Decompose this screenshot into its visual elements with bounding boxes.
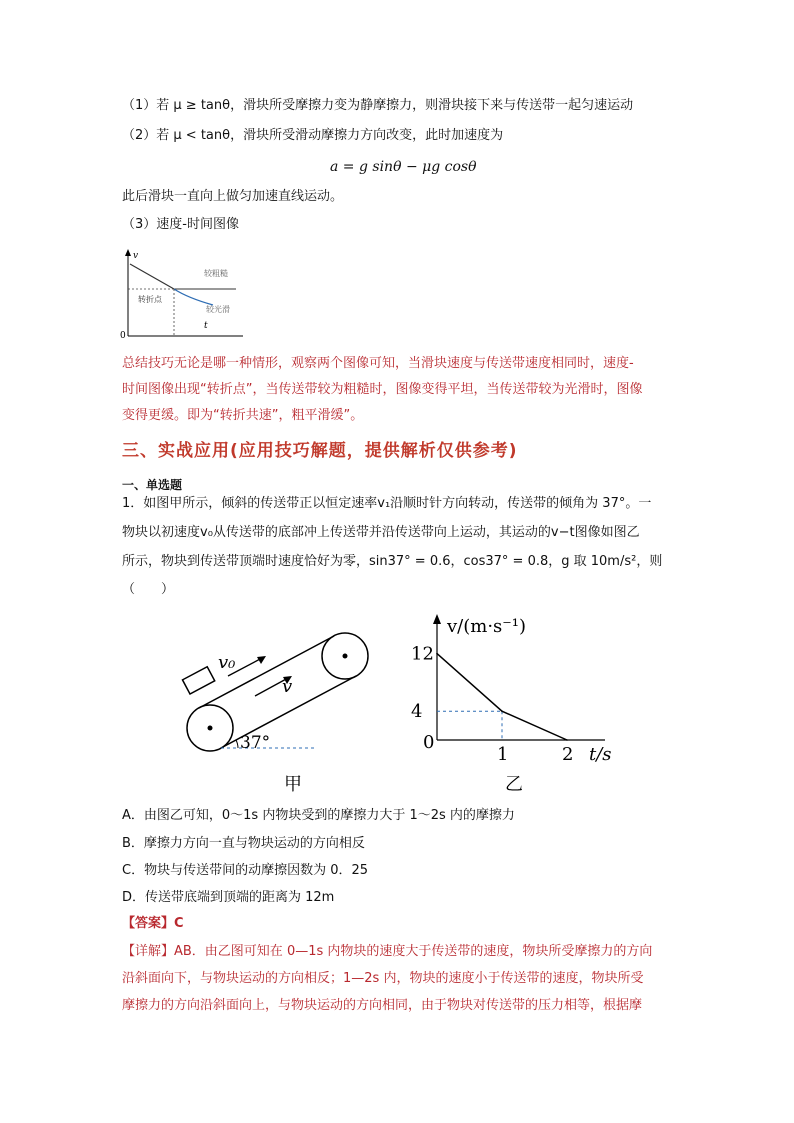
bottom-pulley-axle — [208, 726, 213, 731]
vt-point-0 — [436, 653, 438, 655]
small-graph-label-turn: 转折点 — [138, 295, 162, 304]
summary-line-4: （3）速度-时间图像 — [122, 217, 239, 232]
small-graph-t-label: t — [204, 321, 208, 331]
angle-arc — [236, 740, 238, 748]
summary-line-1: （1）若 μ ≥ tanθ，滑块所受摩擦力变为静摩擦力，则滑块接下来与传送带一起匀速运动 — [122, 98, 634, 113]
explanation-line-1: 【详解】AB．由乙图可知在 0—1s 内物块的速度大于传送带的速度，物块所受摩擦力的方向 — [122, 944, 653, 959]
acceleration-formula: a = g sinθ − μg cosθ — [330, 159, 477, 175]
question-line-2: 物块以初速度v₀从传送带的底部冲上传送带并沿传送带向上运动，其运动的v−t图像如图乙 — [122, 525, 640, 540]
belt-v-label: v — [282, 676, 293, 697]
x-axis-label: t/s — [589, 744, 612, 765]
figure-jia-conveyor — [180, 620, 380, 800]
v0-label: v₀ — [218, 652, 236, 673]
figure-yi-caption: 乙 — [505, 774, 523, 795]
small-graph-v-arrow — [125, 249, 131, 256]
vt-point-1 — [501, 710, 503, 712]
small-vt-graph — [118, 246, 248, 342]
summary-line-2: （2）若 μ < tanθ，滑块所受滑动摩擦力方向改变，此时加速度为 — [122, 128, 504, 143]
small-graph-v-label: v — [133, 251, 139, 261]
y-axis-label: v/(m·s⁻¹) — [447, 616, 527, 637]
small-graph-smooth-curve — [174, 289, 213, 305]
small-graph-origin-label: 0 — [120, 331, 126, 341]
option-c: C．物块与传送带间的动摩擦因数为 0．25 — [122, 863, 369, 878]
option-b: B．摩擦力方向一直与物块运动的方向相反 — [122, 836, 365, 851]
x-tick-label-1: 1 — [497, 744, 509, 765]
small-graph-label-top: 较粗糙 — [204, 269, 228, 278]
figure-jia-caption: 甲 — [284, 774, 302, 795]
question-type: 一、单选题 — [122, 478, 183, 492]
vt-series-line — [437, 654, 567, 740]
question-line-4: （ ） — [122, 582, 175, 597]
origin-label: 0 — [423, 732, 435, 753]
tip-line-1: 总结技巧无论是哪一种情形，观察两个图像可知，当滑块速度与传送带速度相同时，速度- — [122, 356, 634, 371]
section-title: 三、实战应用(应用技巧解题，提供解析仅供参考) — [122, 441, 518, 461]
explanation-line-2: 沿斜面向下，与物块运动的方向相反；1—2s 内，物块的速度小于传送带的速度，物块所受 — [122, 971, 644, 986]
tip-line-2: 时间图像出现“转折点”，当传送带较为粗糙时，图像变得平坦，当传送带较为光滑时，图像 — [122, 382, 643, 397]
angle-label: 37° — [240, 733, 271, 753]
vt-point-2 — [566, 739, 568, 741]
tip-line-3: 变得更缓。即为“转折共速”，粗平滑缓”。 — [122, 408, 364, 423]
explanation-line-3: 摩擦力的方向沿斜面向上，与物块运动的方向相同，由于物块对传送带的压力相等，根据摩 — [122, 998, 643, 1013]
top-pulley-axle — [343, 654, 348, 659]
block — [182, 667, 214, 694]
small-graph-label-bottom: 较光滑 — [206, 305, 230, 314]
small-graph-initial-line — [130, 264, 174, 289]
figure-yi-vt-chart — [405, 608, 625, 798]
y-tick-label-12: 12 — [411, 643, 434, 665]
option-d: D．传送带底端到顶端的距离为 12m — [122, 890, 335, 905]
y-tick-label-4: 4 — [411, 701, 423, 723]
question-line-1: 1．如图甲所示，倾斜的传送带正以恒定速率v₁沿顺时针方向转动，传送带的倾角为 37°。一 — [122, 496, 652, 511]
option-a: A．由图乙可知，0～1s 内物块受到的摩擦力大于 1～2s 内的摩擦力 — [122, 808, 515, 823]
answer: 【答案】C — [122, 916, 184, 931]
x-tick-label-2: 2 — [562, 744, 574, 765]
y-axis-arrow — [433, 614, 441, 624]
summary-line-3: 此后滑块一直向上做匀加速直线运动。 — [122, 189, 344, 204]
question-line-3: 所示，物块到传送带顶端时速度恰好为零，sin37° = 0.6，cos37° = 0.8，g 取 10m/s²，则 — [122, 554, 663, 569]
